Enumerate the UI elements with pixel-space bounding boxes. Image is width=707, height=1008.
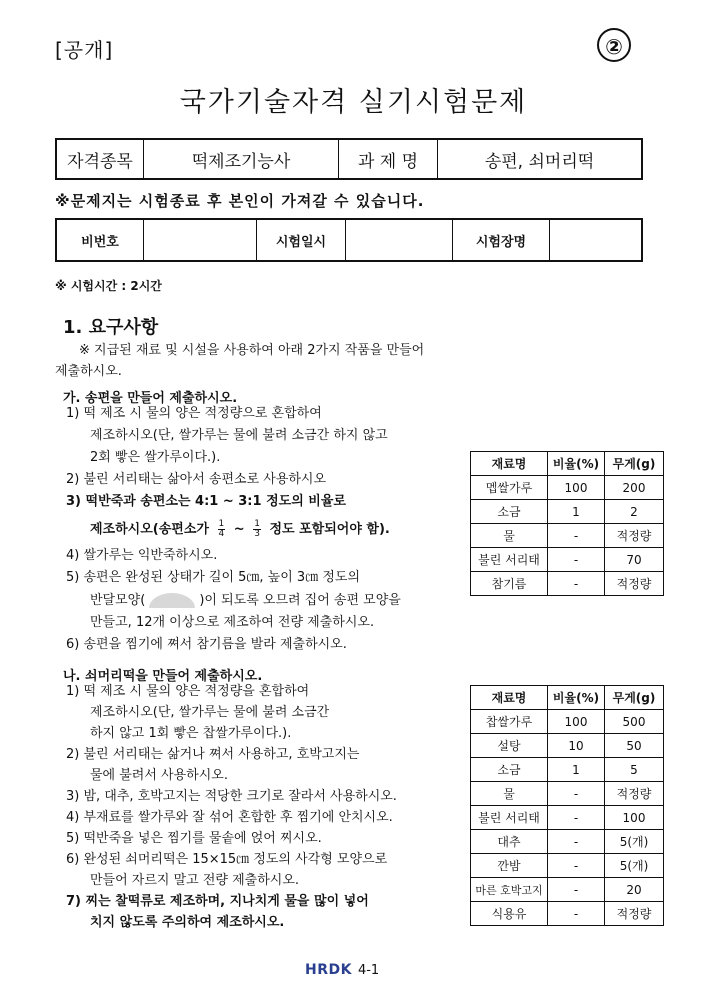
table-header: 재료명 xyxy=(471,686,548,710)
intro-line-2: 제출하시오. xyxy=(55,364,122,379)
list-item: 2회 빻은 쌀가루이다.). xyxy=(90,450,221,465)
table-row: 물 - 적정량 xyxy=(471,782,664,806)
list-item: 1) 떡 제조 시 물의 양은 적정량으로 혼합하여 xyxy=(66,406,322,421)
page-number: 4-1 xyxy=(357,963,380,978)
part-a-body xyxy=(66,404,401,655)
problem-number-badge: ② xyxy=(597,28,631,62)
fraction-one-third: $\frac{1}{3}$ xyxy=(254,519,260,539)
table-row: 불린 서리태 - 100 xyxy=(471,806,664,830)
table-row: 멥쌀가루 100 200 xyxy=(471,476,664,500)
exam-value-date xyxy=(346,219,453,261)
list-item: 하지 않고 1회 빻은 찹쌀가루이다.). xyxy=(90,726,292,741)
hrdk-logo: HRDK xyxy=(305,962,352,978)
info-table xyxy=(55,138,643,180)
tilde: ~ xyxy=(233,522,245,537)
info-label-task: 과 제 명 xyxy=(339,139,438,179)
list-item: 3) 밤, 대추, 호박고지는 적당한 크기로 잘라서 사용하시오. xyxy=(66,789,397,804)
half-moon-shape-icon xyxy=(149,593,195,608)
list-item: 5) 송편은 완성된 상태가 길이 5㎝, 높이 3㎝ 정도의 xyxy=(66,570,361,585)
section-title: 1. 요구사항 xyxy=(63,317,159,338)
fraction-one-quarter: $\frac{1}{4}$ xyxy=(218,519,225,539)
table-row: 참기름 - 적정량 xyxy=(471,572,664,596)
list-item: 제조하시오(단, 쌀가루는 물에 불려 소금간 하지 않고 xyxy=(90,428,388,443)
table-header: 재료명 xyxy=(471,452,548,476)
public-tag: [공개] xyxy=(55,38,114,62)
info-value-qualification: 떡제조기능사 xyxy=(144,139,339,179)
part-b-title: 나. 쇠머리떡을 만들어 제출하시오. xyxy=(63,669,263,684)
table-row: 물 - 적정량 xyxy=(471,524,664,548)
list-item: 제조하시오(단, 쌀가루는 물에 불려 소금간 xyxy=(90,705,330,720)
list-item: 4) 부재료를 쌀가루와 잘 섞어 혼합한 후 찜기에 안치시오. xyxy=(66,810,393,825)
exam-time: ※ 시험시간 : 2시간 xyxy=(55,279,162,293)
table-row: 소금 1 2 xyxy=(471,500,664,524)
ratio-text-end: 정도 포함되어야 함). xyxy=(269,522,390,537)
list-item: 치지 않도록 주의하여 제조하시오. xyxy=(90,915,285,930)
table-header: 무게(g) xyxy=(605,452,664,476)
table-row: 대추 - 5(개) xyxy=(471,830,664,854)
table-row: 설탕 10 50 xyxy=(471,734,664,758)
exam-table xyxy=(55,218,643,262)
info-label-qualification: 자격종목 xyxy=(56,139,144,179)
list-item xyxy=(66,518,401,542)
list-item: 2) 불린 서리태는 삶아서 송편소로 사용하시오 xyxy=(66,472,327,487)
table-row: 식용유 - 적정량 xyxy=(471,902,664,926)
exam-value-site xyxy=(550,219,643,261)
page-title: 국가기술자격 실기시험문제 xyxy=(179,87,528,118)
list-item: 7) 찌는 찰떡류로 제조하며, 지나치게 물을 많이 넣어 xyxy=(66,894,369,909)
table-row: 불린 서리태 - 70 xyxy=(471,548,664,572)
list-item: 2) 불린 서리태는 삶거나 쪄서 사용하고, 호박고지는 xyxy=(66,747,360,762)
table-row: 소금 1 5 xyxy=(471,758,664,782)
list-item: 5) 떡반죽을 넣은 찜기를 물솥에 얹어 찌시오. xyxy=(66,831,322,846)
part-b-body xyxy=(66,682,397,933)
exam-label-site: 시험장명 xyxy=(453,219,550,261)
info-value-task: 송편, 쇠머리떡 xyxy=(438,139,643,179)
part-a-title: 가. 송편을 만들어 제출하시오. xyxy=(63,391,238,406)
ingredient-table-a xyxy=(470,451,664,596)
list-item: 6) 송편을 찜기에 쪄서 참기름을 발라 제출하시오. xyxy=(66,637,347,652)
table-row: 찹쌀가루 100 500 xyxy=(471,710,664,734)
list-item: 6) 완성된 쇠머리떡은 15×15㎝ 정도의 사각형 모양으로 xyxy=(66,852,388,867)
exam-label-number: 비번호 xyxy=(56,219,144,261)
table-header: 비율(%) xyxy=(548,452,605,476)
exam-label-date: 시험일시 xyxy=(257,219,346,261)
list-item: 4) 쌀가루는 익반죽하시오. xyxy=(66,548,218,563)
footer xyxy=(305,962,379,978)
exam-value-number xyxy=(144,219,257,261)
table-header: 무게(g) xyxy=(605,686,664,710)
intro-line-1: ※ 지급된 재료 및 시설을 사용하여 아래 2가지 작품을 만들어 xyxy=(79,343,425,358)
table-row: 깐밤 - 5(개) xyxy=(471,854,664,878)
table-header: 비율(%) xyxy=(548,686,605,710)
ingredient-table-b xyxy=(470,685,664,926)
list-item: 1) 떡 제조 시 물의 양은 적정량을 혼합하여 xyxy=(66,684,310,699)
ratio-text-start: 제조하시오(송편소가 xyxy=(90,522,209,537)
notice-text: ※문제지는 시험종료 후 본인이 가져갈 수 있습니다. xyxy=(55,192,425,210)
table-row: 마른 호박고지 - 20 xyxy=(471,878,664,902)
list-item: 만들어 자르지 말고 전량 제출하시오. xyxy=(90,873,300,888)
list-item: 반달모양( )이 되도록 오므려 집어 송편 모양을 xyxy=(90,593,401,608)
list-item: 물에 불려서 사용하시오. xyxy=(90,768,228,783)
list-item: 만들고, 12개 이상으로 제조하여 전량 제출하시오. xyxy=(90,615,375,630)
list-item: 3) 떡반죽과 송편소는 4:1 ~ 3:1 정도의 비율로 xyxy=(66,494,346,509)
